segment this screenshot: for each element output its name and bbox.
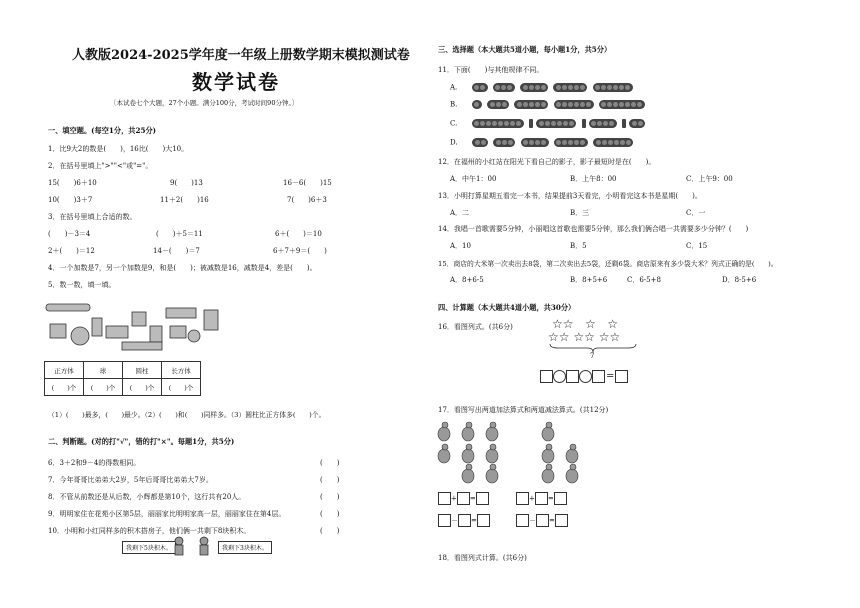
question-1: 1．比9大2的数是( )，16比( )大10。 — [48, 145, 189, 153]
answer-box[interactable] — [516, 492, 529, 505]
q12-option[interactable]: C．上午9：00 — [686, 175, 733, 183]
q2-row1-b: 9( )13 — [170, 179, 203, 187]
bar-icon — [582, 119, 586, 128]
section-1-heading: 一、填空题。(每空1分，共25分) — [48, 126, 157, 135]
q14-option[interactable]: C．15 — [686, 242, 708, 250]
table-header: 正方体 — [45, 362, 84, 379]
question-13: 13．小明打算星期五看完一本书，结果提前3天看完，小明看完这本书是星期( )。 — [438, 192, 702, 200]
q13-option[interactable]: B．三 — [570, 209, 590, 217]
subtraction-row-left: － = — [438, 514, 490, 527]
subtraction-row-right: － = — [516, 514, 568, 527]
judge-item: 9．明明家住在花苑小区第5层，丽丽家比明明家高一层，丽丽家住在第4层。 — [48, 510, 286, 518]
birds-illustration — [436, 420, 586, 484]
dot-group-icon — [593, 83, 633, 92]
answer-box[interactable] — [615, 370, 628, 383]
answer-box[interactable] — [477, 514, 490, 527]
answer-box[interactable] — [476, 492, 489, 505]
answer-box[interactable] — [438, 492, 451, 505]
q11-option-d[interactable] — [450, 138, 636, 147]
question-3: 3．在括号里填上合适的数。 — [48, 213, 137, 221]
star-icon: ☆☆ — [552, 317, 574, 331]
question-18: 18．看图列式计算。(共6分) — [438, 554, 527, 562]
bar-icon — [622, 119, 626, 128]
dot-group-icon — [472, 83, 488, 92]
q2-row1-a: 15( )6＋10 — [48, 179, 97, 187]
section-3-heading: 三、选择题（本大题共5道小题，每小题1分，共5分） — [438, 45, 612, 54]
question-14: 14．我唱一首歌需要5分钟，小丽唱这首歌也需要5分钟，那么我们俩合唱一共需要多少分钟？( ) — [438, 225, 749, 233]
dot-group-icon — [493, 138, 515, 147]
dot-group-icon — [520, 83, 548, 92]
question-5-follow-up: （1）( )最多，( )最少。（2）( )和( )同样多。（3）圆柱比正方体多( )个。 — [48, 411, 326, 419]
dot-group-icon — [521, 138, 549, 147]
q3-row2-b: 14－( )＝7 — [153, 247, 200, 255]
answer-box[interactable] — [592, 370, 605, 383]
addition-row-right: + = — [516, 492, 567, 505]
dot-group-icon — [599, 100, 645, 109]
exam-title: 人教版2024-2025学年度一年级上册数学期末模拟测试卷 — [72, 48, 410, 63]
judge-answer[interactable]: ( ) — [320, 527, 340, 535]
star-icon: ☆ — [584, 317, 596, 331]
option-label: A. — [450, 83, 458, 92]
q3-row2-c: 6＋7＋9＝( ) — [273, 247, 327, 255]
q13-option[interactable]: C．一 — [686, 209, 706, 217]
answer-box[interactable] — [536, 514, 549, 527]
table-cell[interactable]: ( )个 — [123, 379, 162, 396]
q3-row2-a: 2＋( )＝12 — [48, 247, 95, 255]
total-label: 7 — [590, 352, 595, 360]
q2-row2-c: 7( )6＋3 — [287, 196, 327, 204]
dot-group-icon — [554, 100, 594, 109]
q3-row1-a: ( )－3＝4 — [48, 230, 91, 238]
table-cell[interactable]: ( )个 — [84, 379, 123, 396]
dot-group-icon — [589, 119, 617, 128]
stars-row — [552, 318, 618, 330]
answer-box[interactable] — [457, 492, 470, 505]
answer-box[interactable] — [438, 514, 451, 527]
dot-group-icon — [536, 119, 576, 128]
dot-group-icon — [493, 83, 515, 92]
option-label: C. — [450, 119, 458, 128]
q11-option-a[interactable] — [450, 83, 636, 92]
judge-item: 8．不管从前数还是从后数，小辉都是第10个，这行共有20人。 — [48, 493, 246, 501]
q2-row2-b: 11＋2( )16 — [160, 196, 209, 204]
judge-answer[interactable]: ( ) — [320, 510, 340, 518]
q15-option[interactable]: B．8+5+6 — [570, 276, 608, 284]
q3-row1-b: ( )＋5＝11 — [156, 230, 203, 238]
exam-subtitle: 数学试卷 — [192, 70, 280, 94]
q3-row1-c: 6＋( )＝10 — [275, 230, 322, 238]
shape-count-table — [44, 361, 201, 396]
question-11: 11．下面( )与其他规律不同。 — [438, 66, 544, 74]
children-illustration — [170, 536, 216, 558]
judge-answer[interactable]: ( ) — [320, 493, 340, 501]
question-16: 16．看图列式。(共6分) — [438, 323, 513, 331]
q2-row1-c: 16－6( )15 — [283, 179, 332, 187]
answer-box[interactable] — [540, 370, 553, 383]
dot-group-icon — [629, 119, 645, 128]
question-12: 12．在福州的小红站在阳光下看自己的影子，影子最短时是在( )。 — [438, 158, 656, 166]
question-15: 15．商店的大米第一次卖出去8袋，第二次卖出去5袋，还剩6袋。商店原来有多少袋大米？列式正确的是( )。 — [438, 260, 778, 268]
answer-box[interactable] — [535, 492, 548, 505]
judge-item: 10．小明和小红同样多的积木搭房子，他们俩一共剩下8块积木。 — [48, 527, 251, 535]
table-cell[interactable]: ( )个 — [162, 379, 201, 396]
answer-box[interactable] — [555, 514, 568, 527]
q14-option[interactable]: A．10 — [450, 242, 471, 250]
dot-group-icon — [472, 138, 488, 147]
judge-answer[interactable]: ( ) — [320, 476, 340, 484]
q12-option[interactable]: B．上午8：00 — [570, 175, 617, 183]
dot-group-icon — [514, 100, 548, 109]
q13-option[interactable]: A．二 — [450, 209, 470, 217]
q15-option[interactable]: A．8+6-5 — [450, 276, 484, 284]
dot-group-icon — [593, 138, 633, 147]
dot-group-icon — [553, 83, 587, 92]
dot-group-icon — [472, 119, 524, 128]
question-4: 4．一个加数是7，另一个加数是9，和是( )；被减数是16，减数是4，差是( )。 — [48, 264, 317, 272]
q14-option[interactable]: B．5 — [570, 242, 587, 250]
judge-item: 6．3＋2和9－4的得数相同。 — [48, 459, 141, 467]
operator-circle[interactable] — [579, 370, 592, 383]
answer-box[interactable] — [554, 492, 567, 505]
dot-group-icon — [472, 100, 482, 109]
star-icon: ☆☆ — [548, 330, 570, 344]
answer-box[interactable] — [566, 370, 579, 383]
table-header: 球 — [84, 362, 123, 379]
question-2: 2．在括号里填上">""<"或"="。 — [48, 162, 153, 170]
star-icon: ☆☆ — [598, 330, 621, 344]
section-4-heading: 四、计算题（本大题共4道小题，共30分） — [438, 303, 576, 312]
section-2-heading: 二、判断题。(对的打"√"，错的打"×"。每题1分，共5分) — [48, 437, 235, 446]
option-label: D. — [450, 138, 458, 147]
star-icon: ☆ — [607, 317, 618, 331]
stars-row — [548, 331, 620, 343]
judge-answer[interactable]: ( ) — [320, 459, 340, 467]
q15-option[interactable]: C．6-5+8 — [627, 276, 661, 284]
q15-option[interactable]: D．8-5+6 — [722, 276, 757, 284]
bar-icon — [529, 119, 533, 128]
addition-row-left: + = — [438, 492, 489, 505]
q12-option[interactable]: A．中午1：00 — [450, 175, 497, 183]
speech-bubble: 我剩下5块积木。 — [122, 541, 176, 554]
speech-bubble: 我剩下3块积木。 — [218, 541, 272, 554]
table-cell[interactable]: ( )个 — [45, 379, 84, 396]
exam-note: 〔本试卷七个大题，27个小题。满分100分，考试时间90分钟。〕 — [110, 99, 299, 107]
q11-option-b[interactable] — [450, 100, 648, 109]
question-17: 17．看图写出两道加法算式和两道减法算式。(共12分) — [438, 406, 609, 414]
table-header: 圆柱 — [123, 362, 162, 379]
dot-group-icon — [487, 100, 509, 109]
equation-template: = — [540, 370, 628, 383]
judge-item: 7．今年哥哥比弟弟大2岁，5年后哥哥比弟弟大7岁。 — [48, 476, 213, 484]
answer-box[interactable] — [458, 514, 471, 527]
star-icon: ☆☆ — [573, 330, 595, 344]
table-header: 长方体 — [162, 362, 201, 379]
dot-group-icon — [554, 138, 588, 147]
solid-shapes-illustration — [44, 296, 224, 354]
q2-row2-a: 10( )3＋7 — [48, 196, 93, 204]
operator-circle[interactable] — [553, 370, 566, 383]
option-label: B. — [450, 100, 458, 109]
question-5: 5．数一数，填一填。 — [48, 281, 116, 289]
q11-option-c[interactable] — [450, 119, 648, 128]
answer-box[interactable] — [516, 514, 529, 527]
